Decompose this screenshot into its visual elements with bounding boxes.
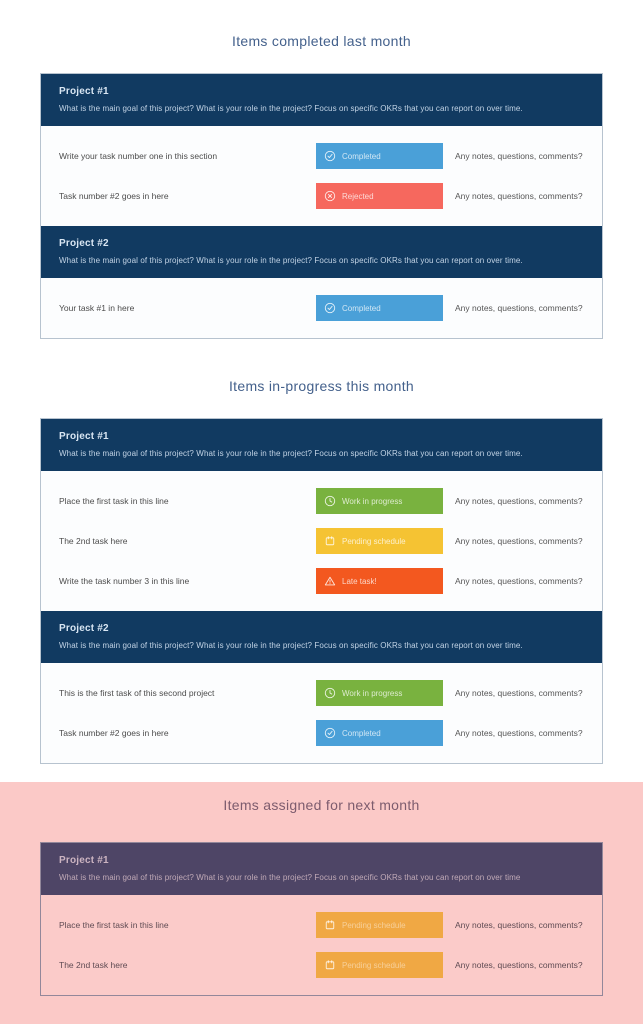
status-label: Work in progress [342, 496, 403, 506]
project-description: What is the main goal of this project? What is your role in the project? Focus on specific OKRs that you can report on over time [59, 873, 521, 882]
status-badge-pending-schedule-next[interactable] [316, 912, 443, 938]
clock-icon [324, 495, 336, 507]
task-row [59, 488, 584, 514]
task-text: Task number #2 goes in here [59, 191, 169, 201]
project-header [41, 611, 602, 663]
task-text: Place the first task in this line [59, 920, 169, 930]
task-text: Task number #2 goes in here [59, 728, 169, 738]
clock-icon [324, 687, 336, 699]
status-label: Work in progress [342, 688, 403, 698]
project-task-list [41, 278, 602, 338]
status-badge-pending-schedule[interactable] [316, 528, 443, 554]
task-row [59, 912, 584, 938]
task-row [59, 680, 584, 706]
warning-triangle-icon [324, 575, 336, 587]
section-items-completed-last-month [0, 0, 643, 378]
check-circle-icon [324, 302, 336, 314]
x-circle-icon [324, 190, 336, 202]
task-notes: Any notes, questions, comments? [455, 303, 583, 313]
task-notes: Any notes, questions, comments? [455, 576, 583, 586]
status-label: Pending schedule [342, 536, 406, 546]
status-label: Rejected [342, 191, 374, 201]
project-task-list [41, 895, 602, 995]
project-name: Project #1 [59, 86, 109, 97]
project-card [40, 418, 603, 764]
project-description: What is the main goal of this project? What is your role in the project? Focus on specific OKRs that you can report on over time. [59, 104, 523, 113]
project-header [41, 74, 602, 126]
check-circle-icon [324, 727, 336, 739]
project-description: What is the main goal of this project? What is your role in the project? Focus on specific OKRs that you can report on over time. [59, 641, 523, 650]
status-label: Late task! [342, 576, 377, 586]
task-text: Your task #1 in here [59, 303, 135, 313]
status-badge-completed[interactable] [316, 720, 443, 746]
project-task-list [41, 126, 602, 226]
status-label: Completed [342, 728, 381, 738]
task-notes: Any notes, questions, comments? [455, 688, 583, 698]
project-header [41, 226, 602, 278]
task-row [59, 183, 584, 209]
section-title: Items completed last month [232, 33, 411, 49]
task-row [59, 720, 584, 746]
project-task-list [41, 663, 602, 763]
section-items-in-progress-this-month [0, 378, 643, 782]
task-text: Write the task number 3 in this line [59, 576, 190, 586]
task-text: Write your task number one in this section [59, 151, 218, 161]
task-notes: Any notes, questions, comments? [455, 151, 583, 161]
project-card [40, 73, 603, 339]
project-description: What is the main goal of this project? What is your role in the project? Focus on specific OKRs that you can report on over time. [59, 256, 523, 265]
section-title: Items assigned for next month [223, 797, 420, 813]
status-label: Pending schedule [342, 920, 406, 930]
task-text: Place the first task in this line [59, 496, 169, 506]
task-text: The 2nd task here [59, 536, 128, 546]
task-notes: Any notes, questions, comments? [455, 191, 583, 201]
project-name: Project #2 [59, 623, 109, 634]
status-badge-completed[interactable] [316, 295, 443, 321]
project-task-list [41, 471, 602, 611]
calendar-icon [324, 919, 336, 931]
task-row [59, 952, 584, 978]
project-header [41, 843, 602, 895]
project-name: Project #2 [59, 238, 109, 249]
section-items-assigned-for-next-month [0, 782, 643, 1024]
task-row [59, 528, 584, 554]
status-label: Completed [342, 303, 381, 313]
task-row [59, 295, 584, 321]
section-title: Items in-progress this month [228, 378, 415, 394]
status-badge-completed[interactable] [316, 143, 443, 169]
project-description: What is the main goal of this project? What is your role in the project? Focus on specific OKRs that you can report on over time. [59, 449, 523, 458]
calendar-icon [324, 535, 336, 547]
task-notes: Any notes, questions, comments? [455, 728, 583, 738]
task-row [59, 568, 584, 594]
calendar-icon [324, 959, 336, 971]
task-notes: Any notes, questions, comments? [455, 496, 583, 506]
task-text: This is the first task of this second project [59, 688, 215, 698]
check-circle-icon [324, 150, 336, 162]
status-badge-work-in-progress[interactable] [316, 680, 443, 706]
task-text: The 2nd task here [59, 960, 128, 970]
project-card [40, 842, 603, 996]
task-notes: Any notes, questions, comments? [455, 536, 583, 546]
status-label: Completed [342, 151, 381, 161]
task-notes: Any notes, questions, comments? [455, 920, 583, 930]
project-name: Project #1 [59, 431, 109, 442]
task-row [59, 143, 584, 169]
status-label: Pending schedule [342, 960, 406, 970]
project-name: Project #1 [59, 855, 109, 866]
status-badge-rejected[interactable] [316, 183, 443, 209]
status-badge-work-in-progress[interactable] [316, 488, 443, 514]
status-badge-pending-schedule-next[interactable] [316, 952, 443, 978]
task-notes: Any notes, questions, comments? [455, 960, 583, 970]
project-header [41, 419, 602, 471]
status-badge-late[interactable] [316, 568, 443, 594]
